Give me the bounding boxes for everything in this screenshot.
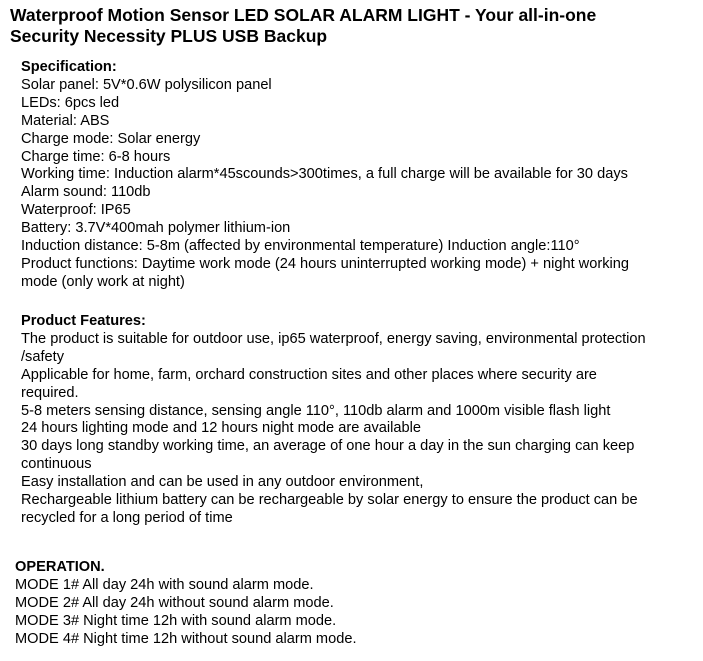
spec-line: Induction distance: 5-8m (affected by environmental temperature) Induction angle:110° — [21, 238, 580, 255]
feature-line: 30 days long standby working time, an average of one hour a day in the sun charging can keep — [21, 438, 635, 455]
page-title-line-1: Waterproof Motion Sensor LED SOLAR ALARM LIGHT - Your all-in-one — [10, 5, 597, 25]
spec-line: Product functions: Daytime work mode (24 hours uninterrupted working mode) + night working — [21, 255, 629, 272]
product-features-section — [21, 313, 701, 528]
feature-line: The product is suitable for outdoor use, ip65 waterproof, energy saving, environmental protection — [21, 330, 646, 347]
spec-line: mode (only work at night) — [21, 273, 185, 290]
operation-mode-line: MODE 2# All day 24h without sound alarm mode. — [15, 594, 334, 611]
operation-heading: OPERATION. — [15, 559, 105, 575]
spec-line: Working time: Induction alarm*45scounds>300times, a full charge will be available for 30 days — [21, 166, 628, 183]
feature-line: recycled for a long period of time — [21, 509, 233, 526]
specification-heading: Specification: — [21, 59, 117, 75]
feature-line: Easy installation and can be used in any outdoor environment, — [21, 474, 424, 491]
spec-line: Battery: 3.7V*400mah polymer lithium-ion — [21, 220, 291, 237]
spec-line: Charge mode: Solar energy — [21, 130, 201, 147]
feature-line: Rechargeable lithium battery can be rechargeable by solar energy to ensure the product can be — [21, 492, 638, 509]
page-title — [10, 5, 700, 47]
operation-section — [15, 559, 695, 649]
spec-line: LEDs: 6pcs led — [21, 94, 120, 111]
operation-mode-line: MODE 3# Night time 12h with sound alarm mode. — [15, 612, 337, 629]
feature-line: 5-8 meters sensing distance, sensing angle 110°, 110db alarm and 1000m visible flash light — [21, 402, 611, 419]
spec-line: Waterproof: IP65 — [21, 202, 131, 219]
feature-line: /safety — [21, 348, 64, 365]
feature-line: Applicable for home, farm, orchard construction sites and other places where security are — [21, 366, 597, 383]
feature-line: required. — [21, 384, 79, 401]
operation-mode-line: MODE 1# All day 24h with sound alarm mode. — [15, 576, 314, 593]
product-features-heading: Product Features: — [21, 313, 146, 329]
feature-line: 24 hours lighting mode and 12 hours night mode are available — [21, 420, 421, 437]
page-title-line-2: Security Necessity PLUS USB Backup — [10, 26, 328, 46]
specification-section — [21, 59, 701, 292]
spec-line: Charge time: 6-8 hours — [21, 148, 171, 165]
spec-line: Solar panel: 5V*0.6W polysilicon panel — [21, 76, 272, 93]
operation-mode-line: MODE 4# Night time 12h without sound alarm mode. — [15, 630, 357, 647]
spec-line: Material: ABS — [21, 112, 110, 129]
feature-line: continuous — [21, 456, 92, 473]
spec-line: Alarm sound: 110db — [21, 184, 151, 201]
